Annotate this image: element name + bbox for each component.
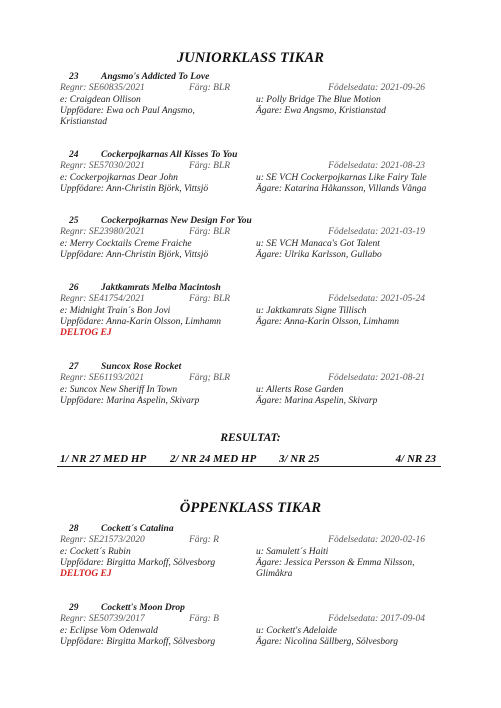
far: e: Craigdean Ollison [60, 94, 141, 105]
fodelsedata: Födelsedata: 2021-09-26 [328, 83, 425, 94]
section-title-juniorklass: JUNIORKLASS TIKAR [176, 50, 325, 66]
far: e: Suncox New Sheriff In Town [60, 384, 178, 395]
mor: u: Cockett's Adelaide [256, 625, 338, 636]
agare: Ägare: Ulrika Karlsson, Gullabo [256, 249, 382, 260]
uppfodare: Uppfödare: Anna-Karin Olsson, Limhamn [60, 316, 221, 327]
far: e: Cockerpojkarnas Dear John [60, 172, 178, 183]
dog-entry-24 [60, 150, 440, 195]
regnr: Regnr: SE61193/2021 [60, 373, 144, 384]
placement-3: 3/ NR 25 [279, 453, 320, 465]
entry-number: 25 [69, 216, 79, 226]
mor: u: Jaktkamrats Signe Tillisch [256, 305, 367, 316]
agare: Ägare: Ewa Angsmo, Kristianstad [256, 105, 386, 116]
placement-1: 1/ NR 27 MED HP [60, 453, 147, 465]
fodelsedata: Födelsedata: 2021-03-19 [328, 227, 425, 238]
dog-entry-27 [60, 362, 440, 407]
uppfodare: Uppfödare: Birgitta Markoff, Sölvesborg [60, 557, 216, 568]
agare: Ägare: Anna-Karin Olsson, Limhamn [256, 316, 400, 327]
dog-name: Suncox Rose Rocket [101, 362, 182, 372]
uppfodare: Uppfödare: Ann-Christin Björk, Vittsjö [60, 183, 209, 194]
entry-number: 29 [69, 603, 79, 613]
mor: u: SE VCH Manaca's Got Talent [256, 238, 380, 249]
entry-number: 23 [69, 72, 79, 82]
dog-name: Angsmo's Addicted To Love [101, 72, 210, 82]
placement-2: 2/ NR 24 MED HP [170, 453, 257, 465]
deltog-ej-note: DELTOG EJ [60, 569, 112, 580]
regnr: Regnr: SE57030/2021 [60, 161, 145, 172]
divider [57, 466, 441, 467]
agare: Ägare: Katarina Håkansson, Villands Vånga [256, 183, 427, 194]
farg: Färg: BLR [189, 161, 231, 172]
fodelsedata: Födelsedata: 2021-08-21 [328, 373, 425, 384]
entry-number: 24 [69, 150, 79, 160]
far: e: Eclipse Vom Odenwald [60, 625, 158, 636]
placement-4: 4/ NR 23 [395, 453, 436, 465]
entry-number: 26 [69, 283, 79, 293]
regnr: Regnr: SE21573/2020 [60, 535, 145, 546]
fodelsedata: Födelsedata: 2021-05-24 [328, 294, 425, 305]
farg: Färg: BLR [189, 83, 231, 94]
entry-number: 28 [69, 524, 79, 534]
fodelsedata: Födelsedata: 2020-02-16 [328, 535, 425, 546]
farg: Färg: B [189, 614, 219, 625]
regnr: Regnr: SE23980/2021 [60, 227, 145, 238]
uppfodare: Uppfödare: Birgitta Markoff, Sölvesborg [60, 636, 216, 647]
farg: Färg: BLR [189, 227, 231, 238]
dog-name: Jaktkamrats Melba Macintosh [101, 283, 221, 293]
mor: u: SE VCH Cockerpojkarnas Like Fairy Tale [256, 172, 427, 183]
agare-continued: Glimåkra [256, 569, 293, 580]
far: e: Merry Cocktails Creme Fraiche [60, 238, 192, 249]
far: e: Midnight Train´s Bon Jovi [60, 305, 171, 316]
deltog-ej-note: DELTOG EJ [60, 328, 112, 339]
mor: u: Allerts Rose Garden [256, 384, 344, 395]
regnr: Regnr: SE41754/2021 [60, 294, 145, 305]
dog-name: Cockerpojkarnas New Design For You [101, 216, 252, 226]
dog-entry-25 [60, 216, 440, 261]
resultat-heading: RESULTAT: [220, 432, 281, 444]
uppfodare: Uppfödare: Ann-Christin Björk, Vittsjö [60, 249, 209, 260]
dog-name: Cockerpojkarnas All Kisses To You [101, 150, 238, 160]
dog-entry-29 [60, 603, 440, 648]
farg: Färg: BLR [189, 294, 231, 305]
dog-name: Cockett´s Catalina [101, 524, 174, 534]
agare: Ägare: Marina Aspelin, Skivarp [256, 395, 378, 406]
regnr: Regnr: SE60835/2021 [60, 83, 145, 94]
mor: u: Samulett´s Haiti [256, 546, 329, 557]
agare: Ägare: Nicolina Sällberg, Sölvesborg [256, 636, 398, 647]
dog-entry-26 [60, 283, 440, 339]
farg: Färg: R [189, 535, 219, 546]
dog-entry-23 [60, 72, 440, 128]
uppfodare-continued: Kristianstad [60, 117, 107, 128]
fodelsedata: Födelsedata: 2017-09-04 [328, 614, 425, 625]
uppfodare: Uppfödare: Marina Aspelin, Skivarp [60, 395, 200, 406]
entry-number: 27 [69, 362, 79, 372]
fodelsedata: Födelsedata: 2021-08-23 [328, 161, 425, 172]
uppfodare: Uppfödare: Ewa och Paul Angsmo, [60, 105, 195, 116]
regnr: Regnr: SE50739/2017 [60, 614, 145, 625]
resultat-placements [60, 453, 436, 466]
dog-entry-28 [60, 524, 440, 580]
dog-name: Cockett's Moon Drop [101, 603, 185, 613]
mor: u: Polly Bridge The Blue Motion [256, 94, 381, 105]
agare: Ägare: Jessica Persson & Emma Nilsson, [256, 557, 415, 568]
farg: Färg; BLR [189, 373, 231, 384]
far: e: Cockett´s Rubin [60, 546, 131, 557]
section-title-oppenklass: ÖPPENKLASS TIKAR [179, 500, 322, 516]
